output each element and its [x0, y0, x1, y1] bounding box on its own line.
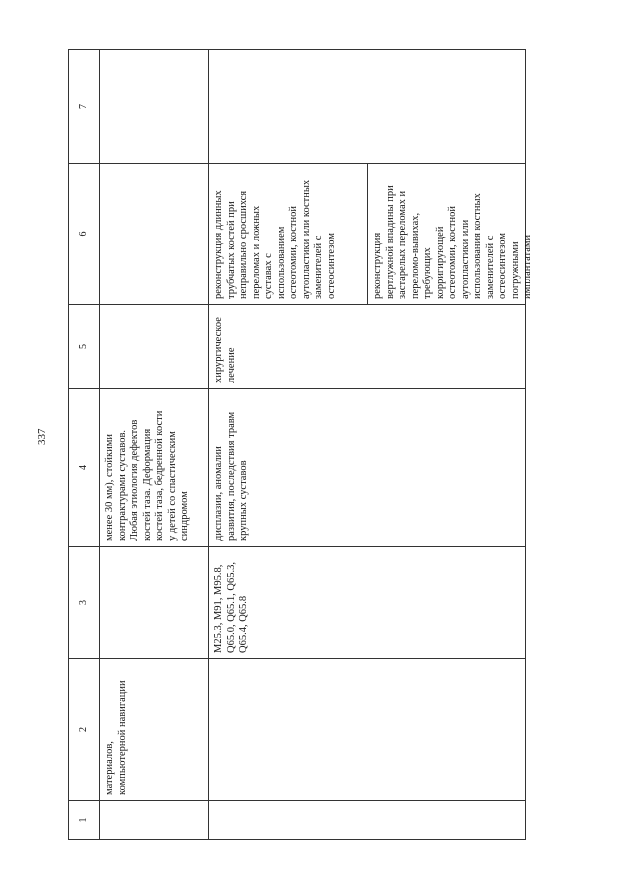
row1-diagnosis-cell: менее 30 мм), стойкими контрактурами суставов. Любая этиология дефектов костей таза. Деформация костей таза, бедренной кости у детей со спастическим синдромом	[100, 389, 209, 547]
row2-method-cell	[209, 659, 526, 801]
row2-col1-cell	[209, 801, 526, 840]
row2-codes-cell: M25.3, M91, M95.8, Q65.0, Q65.1, Q65.3, Q65.4, Q65.8	[209, 547, 526, 659]
row2-treatment-cell: хирургическое лечение	[209, 305, 526, 389]
procedure-long-bones-reconstruction: реконструкция длинных трубчатых костей при неправильно сросшихся переломах и ложных суставах с использованием остеотомии, костной аутопластики или костных заменителей с остеосинтезом	[213, 179, 337, 299]
column-header-2: 2	[69, 659, 100, 801]
column-header-4: 4	[69, 389, 100, 547]
column-header-1: 1	[69, 801, 100, 840]
table-row	[100, 50, 209, 840]
page-number: 337	[36, 428, 48, 445]
column-header-3: 3	[69, 547, 100, 659]
row2-procedure-cell	[209, 164, 533, 305]
row1-col1-cell	[100, 801, 209, 840]
column-header-7: 7	[69, 50, 100, 164]
row1-col7-cell	[100, 50, 209, 164]
row2-col7-cell	[209, 50, 526, 164]
row1-method-cell: материалов, компьютерной навигации	[100, 659, 209, 801]
row1-treatment-cell	[100, 305, 209, 389]
rotated-table-wrapper	[68, 50, 533, 840]
row1-codes-cell	[100, 547, 209, 659]
procedure-acetabulum-reconstruction: реконструкция вертлужной впадины при застарелых переломах и переломо-вывихах, требующих корригирующей остеотомии, костной аутопластики или использования костных заменителей с остеосинтезом погружными имплантатами	[367, 164, 525, 304]
column-header-5: 5	[69, 305, 100, 389]
medical-procedures-table	[68, 49, 533, 840]
header-row	[69, 50, 100, 840]
row1-procedure-cell	[100, 164, 209, 305]
row2-diagnosis-cell: дисплазии, аномалии развития, последствия травм крупных суставов	[209, 389, 526, 547]
table-row	[209, 50, 526, 840]
column-header-6: 6	[69, 164, 100, 305]
